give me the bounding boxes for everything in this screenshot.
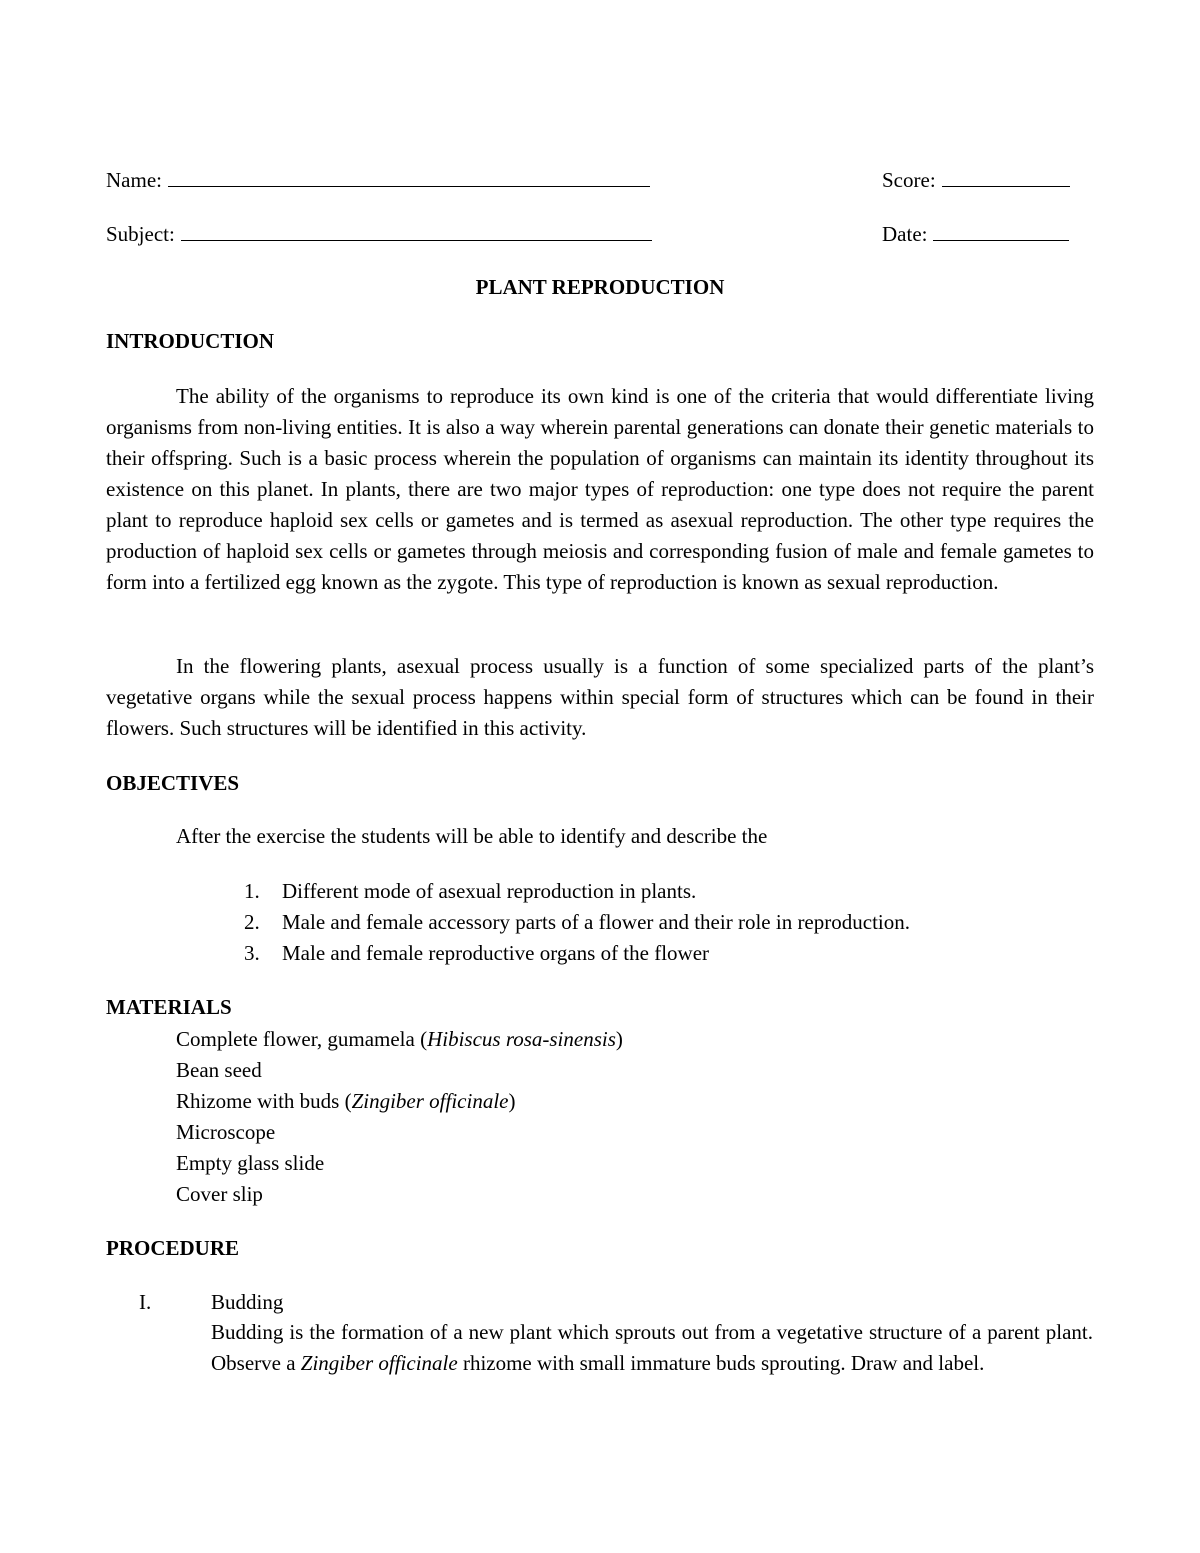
page-title: PLANT REPRODUCTION [475,275,725,299]
procedure-heading: PROCEDURE [106,1236,240,1260]
score-label: Score: [882,168,936,192]
list-item: 3. Male and female reproductive organs of the flower [244,941,710,965]
subject-field [106,222,652,247]
subject-blank[interactable] [181,239,652,241]
date-field [882,222,1069,247]
list-item: Complete flower, gumamela (Hibiscus rosa-sinensis) [176,1027,623,1051]
objectives-lead: After the exercise the students will be able to identify and describe the [176,824,768,848]
introduction-paragraph-2: In the flowering plants, asexual process usually is a function of some specialized parts of the plant’s vegetative organs while the sexual process happens within special form of structures which can be found in their flowers. Such structures will be identified in this activity. [106,654,1094,740]
date-blank[interactable] [933,239,1069,241]
introduction-paragraph-1: The ability of the organisms to reproduce its own kind is one of the criteria that would differentiate living organisms from non-living entities. It is also a way wherein parental generations can donate their genetic materials to their offspring. Such is a basic process wherein the population of organisms can maintain its identity throughout its existence on this planet. In plants, there are two major types of reproduction: one type does not require the parent plant to reproduce haploid sex cells or gametes and is termed as asexual reproduction. The other type requires the production of haploid sex cells or gametes through meiosis and corresponding fusion of male and female gametes to form into a fertilized egg known as the zygote. This type of reproduction is known as sexual reproduction. [106,384,1094,594]
materials-list [176,1024,623,1210]
procedure-step-text: Budding is the formation of a new plant which sprouts out from a vegetative structure of a parent plant. Observe a Zingiber officinale rhizome with small immature buds sprouting. Draw and label. [211,1320,1093,1375]
objectives-list [244,876,910,969]
introduction-heading: INTRODUCTION [106,329,275,353]
procedure-step-number: I. [139,1290,152,1314]
list-item: Bean seed [176,1058,262,1082]
list-item: Microscope [176,1120,276,1144]
list-item: 1. Different mode of asexual reproduction in plants. [244,879,697,903]
materials-heading: MATERIALS [106,995,232,1019]
date-label: Date: [882,222,928,246]
name-blank[interactable] [168,185,650,187]
list-item: Cover slip [176,1182,263,1206]
name-field [106,168,650,193]
name-label: Name: [106,168,162,192]
procedure-step-title: Budding [211,1290,284,1314]
list-item: Rhizome with buds (Zingiber officinale) [176,1089,516,1113]
score-field [882,168,1070,193]
subject-label: Subject: [106,222,175,246]
objectives-heading: OBJECTIVES [106,771,240,795]
score-blank[interactable] [942,185,1070,187]
list-item: Empty glass slide [176,1151,325,1175]
list-item: 2. Male and female accessory parts of a flower and their role in reproduction. [244,910,910,934]
